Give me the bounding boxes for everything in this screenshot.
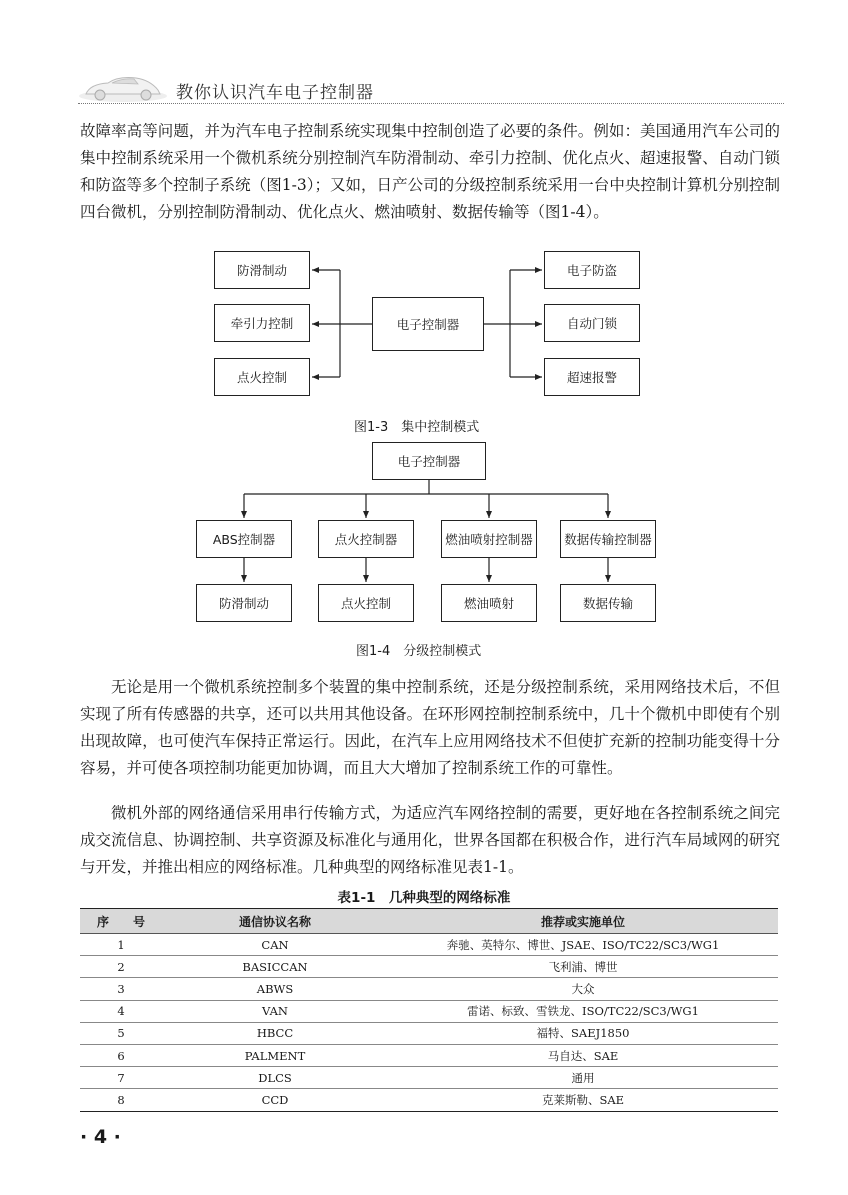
running-header [78,72,784,106]
cell-organization: 通用 [388,1067,778,1089]
fig13-box-left-1: 防滑制动 [214,251,310,289]
table-row [80,978,778,1000]
cell-protocol: CAN [162,934,388,956]
table-row [80,1044,778,1066]
fig14-box-mid-3: 燃油喷射控制器 [441,520,537,558]
table-row [80,1089,778,1111]
fig14-box-mid-1: ABS控制器 [196,520,292,558]
cell-organization: 福特、SAEJ1850 [388,1022,778,1044]
fig13-box-right-2: 自动门锁 [544,304,640,342]
fig14-box-mid-2: 点火控制器 [318,520,414,558]
cell-organization: 飞利浦、博世 [388,956,778,978]
cell-index: 2 [80,956,162,978]
figure-1-3-caption: 图1-3 集中控制模式 [354,420,480,435]
cell-protocol: DLCS [162,1067,388,1089]
cell-index: 8 [80,1089,162,1111]
table-row [80,1067,778,1089]
header-divider [78,103,784,104]
table-title: 表1-1 几种典型的网络标准 [337,890,511,906]
table-row [80,934,778,956]
page-number: · 4 · [80,1126,121,1148]
body-paragraph-3: 微机外部的网络通信采用串行传输方式，为适应汽车网络控制的需要，更好地在各控制系统之间完成交流信息、协调控制、共享资源及标准化与通用化，世界各国都在积极合作，进行汽车局域网的研究与开发，并推出相应的网络标准。几种典型的网络标准见表1-1。 [80,804,780,876]
body-paragraph-2: 无论是用一个微机系统控制多个装置的集中控制系统，还是分级控制系统，采用网络技术后，不但实现了所有传感器的共享，还可以共用其他设备。在环形网控制控制系统中，几十个微机中即使有个别出现故障，也可使汽车保持正常运行。因此，在汽车上应用网络技术不但使扩充新的控制功能变得十分容易，并可使各项控制功能更加协调，而且大大增加了控制系统工作的可靠性。 [80,678,780,777]
table-row [80,956,778,978]
network-standards-table [80,908,778,1112]
car-logo-icon [78,72,168,104]
cell-index: 3 [80,978,162,1000]
cell-protocol: HBCC [162,1022,388,1044]
table-header-row [80,909,778,934]
fig14-box-bottom-2: 点火控制 [318,584,414,622]
table-row [80,1022,778,1044]
fig14-box-bottom-4: 数据传输 [560,584,656,622]
cell-index: 7 [80,1067,162,1089]
header-protocol: 通信协议名称 [162,909,388,934]
header-index: 序 号 [80,909,162,934]
fig13-box-left-3: 点火控制 [214,358,310,396]
fig14-box-bottom-3: 燃油喷射 [441,584,537,622]
cell-index: 1 [80,934,162,956]
cell-protocol: ABWS [162,978,388,1000]
cell-protocol: VAN [162,1000,388,1022]
cell-protocol: BASICCAN [162,956,388,978]
table-row [80,1000,778,1022]
header-title: 教你认识汽车电子控制器 [176,83,374,103]
cell-organization: 马自达、SAE [388,1044,778,1066]
cell-protocol: PALMENT [162,1044,388,1066]
cell-index: 6 [80,1044,162,1066]
fig14-box-mid-4: 数据传输控制器 [560,520,656,558]
fig13-box-right-3: 超速报警 [544,358,640,396]
fig14-box-top: 电子控制器 [372,442,486,480]
cell-index: 5 [80,1022,162,1044]
cell-organization: 大众 [388,978,778,1000]
figure-1-4-caption: 图1-4 分级控制模式 [356,644,482,659]
cell-organization: 克莱斯勒、SAE [388,1089,778,1111]
cell-organization: 雷诺、标致、雪铁龙、ISO/TC22/SC3/WG1 [388,1000,778,1022]
cell-organization: 奔驰、英特尔、博世、JSAE、ISO/TC22/SC3/WG1 [388,934,778,956]
cell-protocol: CCD [162,1089,388,1111]
fig13-box-center: 电子控制器 [372,297,484,351]
cell-index: 4 [80,1000,162,1022]
fig13-box-left-2: 牵引力控制 [214,304,310,342]
fig14-box-bottom-1: 防滑制动 [196,584,292,622]
body-paragraph-1: 故障率高等问题，并为汽车电子控制系统实现集中控制创造了必要的条件。例如：美国通用汽车公司的集中控制系统采用一个微机系统分别控制汽车防滑制动、牵引力控制、优化点火、超速报警、自动门锁和防盗等多个控制子系统（图1-3）；又如，日产公司的分级控制系统采用一台中央控制计算机分别控制四台微机，分别控制防滑制动、优化点火、燃油喷射、数据传输等（图1-4）。 [80,122,780,221]
fig13-box-right-1: 电子防盗 [544,251,640,289]
header-organization: 推荐或实施单位 [388,909,778,934]
